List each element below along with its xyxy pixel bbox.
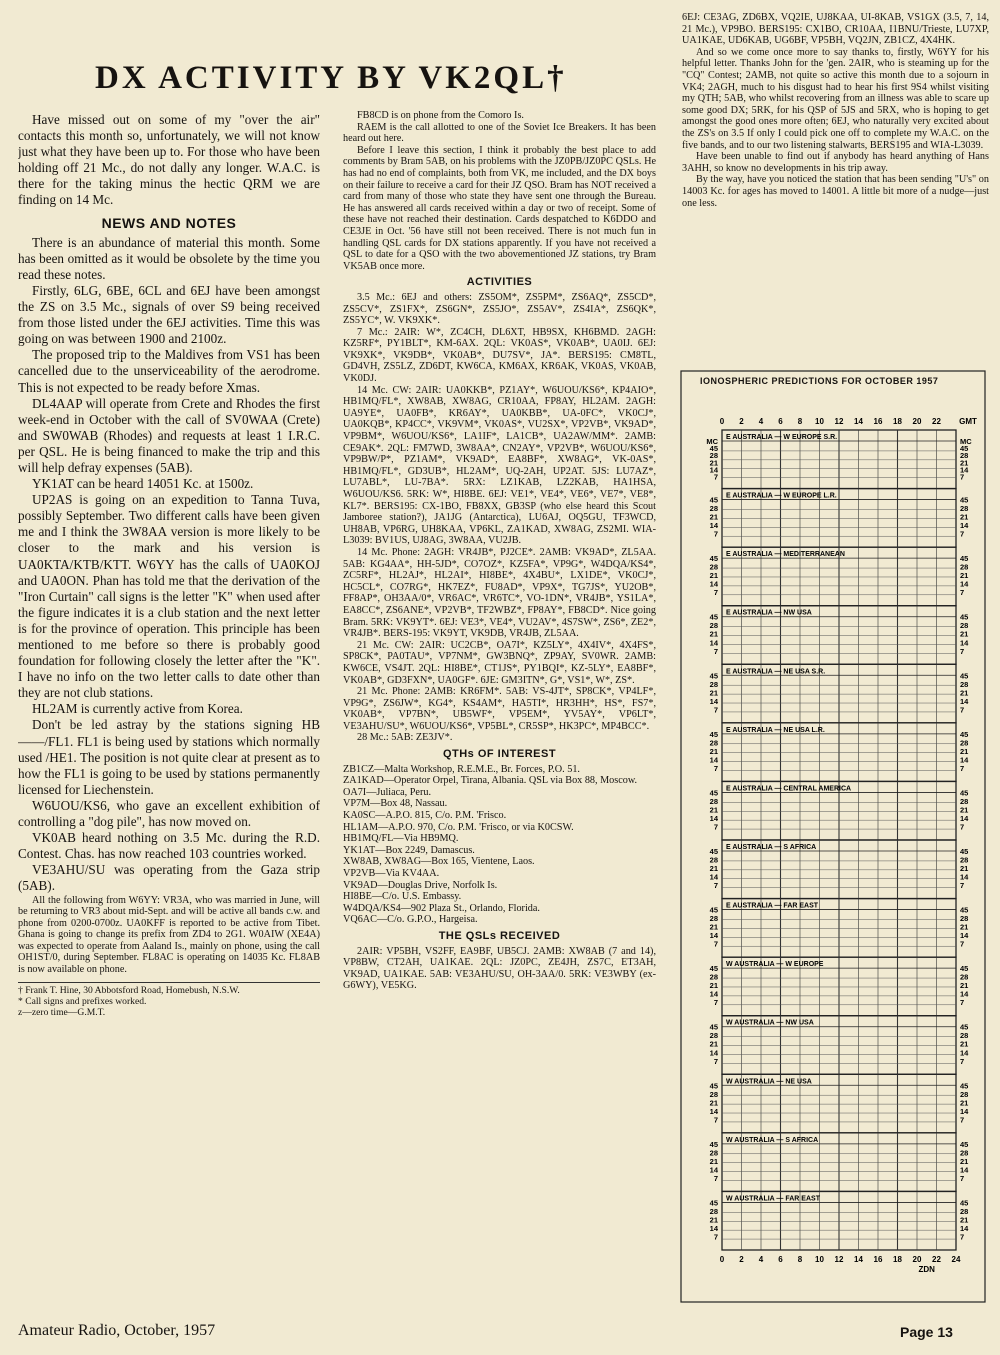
- frequency-tick-left: 14: [709, 465, 718, 475]
- frequency-tick-left: 21: [709, 805, 718, 815]
- top-tick-label: 8: [797, 417, 803, 426]
- frequency-tick-right: 14: [960, 1048, 969, 1058]
- frequency-tick-left: 45: [709, 612, 718, 622]
- activity-paragraph: 3.5 Mc.: 6EJ and others: ZS5OM*, ZS5PM*, ZS6AQ*, ZS5CD*, ZS5CV*, ZS1FX*, ZS6GN*, ZS5JO*, ZS5AV*, ZS4IA*, ZS6QK*, ZS5YC*, W. VK9XK*.: [343, 291, 656, 327]
- magazine-footer: Amateur Radio, October, 1957: [18, 1322, 216, 1339]
- qth-item: VP2VB—Via KV4AA.: [343, 868, 440, 879]
- frequency-tick-right: 45: [960, 964, 969, 974]
- paragraph: 6EJ: CE3AG, ZD6BX, VQ2IE, UJ8KAA, UI-8KAB, VS1GX (3.5, 7, 14, 21 Mc.), VP9BO. BERS195: CX1BO, CR10AA, I1BNU/Trieste, LU7XP, UA1KAE, UD6KAB, UG6BF, VP5BH, VQ2JN, ZB1CZ, 4X4HK.: [682, 12, 989, 47]
- frequency-tick-right: 45: [960, 1139, 969, 1149]
- frequency-tick-right: 7: [960, 705, 965, 715]
- frequency-tick-left: 45: [709, 964, 718, 974]
- frequency-tick-left: 14: [709, 638, 718, 648]
- frequency-tick-right: 28: [960, 972, 969, 982]
- frequency-tick-left: 7: [713, 939, 718, 949]
- frequency-tick-right: 45: [960, 554, 969, 564]
- frequency-tick-left: 14: [709, 755, 718, 765]
- qth-list: [343, 764, 656, 926]
- frequency-tick-left: 28: [709, 679, 718, 689]
- frequency-tick-right: 28: [960, 1089, 969, 1099]
- top-tick-label: 12: [834, 417, 844, 426]
- frequency-tick-right: 45: [960, 905, 969, 915]
- paragraph: VK0AB heard nothing on 3.5 Mc. during the R.D. Contest. Chas. has now reached 103 countries worked.: [18, 830, 320, 862]
- qth-item: W4DQA/KS4—902 Plaza St., Orlando, Florida.: [343, 902, 540, 914]
- frequency-tick-left: 7: [713, 1056, 718, 1066]
- frequency-tick-right: 21: [960, 746, 969, 756]
- frequency-tick-left: 21: [709, 629, 718, 639]
- frequency-tick-right: 7: [960, 939, 965, 949]
- qth-item: OA7I—Juliaca, Peru.: [343, 786, 431, 798]
- frequency-tick-right: 21: [960, 629, 969, 639]
- frequency-tick-left: 21: [709, 571, 718, 581]
- frequency-tick-left: 21: [709, 1215, 718, 1225]
- frequency-tick-left: 14: [709, 696, 718, 706]
- frequency-tick-left: 14: [709, 521, 718, 531]
- frequency-tick-right: 28: [960, 796, 969, 806]
- column-3-text: [682, 12, 989, 367]
- paragraph: And so we come once more to say thanks to, firstly, W6YY for his helpful letter. Thanks John for the 'gen. 2AIR, who is steaming up for the "CQ" Contest; 2AMB, not quite so active this month due to a sojourn in VK4; 2AGH, much to his disgust had to hear his first 9S4 whilst visiting my QTH; 5AB, who whilst recovering from an illness was able to scare up some good DX; 5RK, for his QSP of 5JS and 5RX, who is hoping to get amongst the good ones more often; 6EJ, who naturally very excited about the ZS's on 3.5 If only I could pick one off to complete my W.A.C. on the five bands, and to our two listening stalwarts, BERS195 and WIA-L3039.: [682, 46, 989, 151]
- qth-item: VQ6AC—C/o. G.P.O., Hargeisa.: [343, 914, 478, 926]
- frequency-tick-right: 45: [960, 495, 969, 505]
- footnote: * Call signs and prefixes worked.: [18, 995, 147, 1007]
- column-2: [343, 110, 656, 1304]
- panel-label: W AUSTRALIA — W EUROPE: [726, 961, 824, 969]
- frequency-tick-right: 45: [960, 847, 969, 856]
- frequency-tick-left: 14: [709, 1223, 718, 1233]
- frequency-tick-left: 21: [709, 1156, 718, 1166]
- frequency-tick-right: 21: [960, 805, 969, 815]
- frequency-tick-left: 28: [709, 1089, 718, 1099]
- frequency-tick-right: 21: [960, 458, 969, 468]
- frequency-tick-left: MC: [706, 437, 718, 446]
- frequency-tick-left: 45: [709, 788, 718, 798]
- frequency-tick-left: 45: [709, 444, 718, 454]
- panel-label: E AUSTRALIA — W EUROPE L.R.: [726, 492, 837, 500]
- frequency-tick-left: 45: [709, 671, 718, 681]
- top-tick-label: 18: [893, 417, 902, 426]
- frequency-tick-left: 7: [713, 1115, 718, 1125]
- frequency-tick-right: 14: [960, 872, 969, 882]
- frequency-tick-right: 14: [960, 1106, 969, 1116]
- frequency-tick-right: 14: [960, 813, 969, 823]
- panel-label: W AUSTRALIA — NW USA: [726, 1019, 814, 1027]
- bottom-tick-label: 10: [815, 1255, 824, 1264]
- bottom-tick-label: 14: [854, 1255, 863, 1264]
- activity-paragraph: 21 Mc. Phone: 2AMB: KR6FM*. 5AB: VS-4JT*, SP8CK*, VP4LF*, VP9G*, ZS6JW*, KG4*, KS4AM*, HA5TI*, HR3HH*, HS*, FS7*, VK0AB*, VP7BN*, UB5WF*, VP5EM*, YV5AY*, VP6LT*, VE3AHU/SU*, W6UOU/KS6*, VP5BL*, CR5SP*, HK3PC*, MP4BCC*.: [343, 686, 656, 732]
- frequency-tick-right: 21: [960, 688, 969, 698]
- frequency-tick-right: 14: [960, 521, 969, 531]
- bottom-tick-label: 4: [758, 1255, 764, 1264]
- paragraph: Don't be led astray by the stations signing HB——/FL1. FL1 is being used by stations which normally used /HE1. The position is not quite clear at present as to how the FL1 is going to be used by stations permanently licensed for Liechenstein.: [18, 717, 320, 797]
- frequency-tick-left: 14: [709, 872, 718, 882]
- activity-paragraph: 14 Mc. CW: 2AIR: UA0KKB*, PZ1AY*, W6UOU/KS6*, KP4AIO*, HB1MQ/FL*, XW8AB, XW8AG, CR10AA, FP8AY, HL2AM. 2AGH: UA9YE*, UA0FB*, KR6AY*, UA0KBB*, UA-0FC*, VK0CJ*, UA0KQB*, KP4CC*, VK9VM*, VK0AS*, VU2SX*, VP2VB*, VK9AD*, VP9BM*, W6UOU/KS6*, LA1IF*, LA1CB*, UA2AW/MM*. 2AMB: CE9AK*. 2QL: FM7WD, 3W8AA*, CN2AY*, VP2VB*, W6UOU/KS6*, VP9BW/P*, PZ1AM*, VK9AD*, EA8BF*, XW8AG*, VK-0AS*, HB1MQ/FL*, GD3UB*, HL2AM*, UQ-2AH, UP2AT. 5JS: LU7AZ*, LU7ABL*, LU-7BA*. 5RX: LZ1KAB, LZ2KAB, HA1HSA, W6UOU/KS6. 5RK: W*, HI8BE. 6EJ: VE1*, VE4*, VE6*, VE7*, VE8*, KL7*. BERS195: CX-1BO, FB8XX, GB3SP (who else heard this Scout Jamboree station?), JA1JG (Antarctica), LU6AJ, OQ5GU, TF3WCD, UH8AB, VP6RG, UH8KAA, VP6KL, ZA1KAD, XW8AG, ZS2MI. WIA-L3039: BV1US, UJ8AG, 3W8AA, VU2JB.: [343, 384, 656, 547]
- frequency-tick-right: 21: [960, 922, 969, 932]
- bottom-axis-label: ZDN: [918, 1265, 935, 1274]
- frequency-tick-right: MC: [960, 437, 972, 446]
- paragraph: W6UOU/KS6, who gave an excellent exhibition of controlling a "dog pile", has now moved on.: [18, 797, 320, 830]
- frequency-tick-left: 7: [713, 998, 718, 1008]
- activity-paragraph: 7 Mc.: 2AIR: W*, ZC4CH, DL6XT, HB9SX, KH6BMD. 2AGH: KZ5RF*, PY1BLT*, KM-6AX. 2QL: VK0AS*, VK0AB*, UA0IJ. 6EJ: VK9XK*, VK9DB*, VK0AB*, DU7SV*, JA*. BERS195: CM8TL, GD4VH, ZS5LZ, ZD6DT, KW6CA, KM6AX, KR6AK, VK0AS, VK0AB, VK0DJ.: [343, 326, 656, 385]
- top-tick-label: 14: [854, 417, 863, 426]
- w6yy-paragraph: All the following from W6YY: VR3A, who was married in June, will be returning to VR3 about mid-Sept. and will be active all bands c.w. and phone from 0200-0700z. UA0KFF is reported to be active from Tibet. Ghana is going to change its prefix from ZD4 to 2G1. W0AIW (XE4A) was expected to operate from Aaland Is., mainly on phone, using the call OH1ST/0, during September. FL8AC is operating on 14035 Kc. FL8AB is now available on phone.: [18, 894, 320, 976]
- frequency-tick-right: 14: [960, 638, 969, 648]
- frequency-tick-left: 21: [709, 688, 718, 698]
- panel-label: E AUSTRALIA — W EUROPE S.R.: [726, 434, 838, 441]
- qth-item: VP7M—Box 48, Nassau.: [343, 798, 448, 810]
- paragraph: FB8CD is on phone from the Comoro Is.: [357, 110, 524, 121]
- frequency-tick-right: 14: [960, 579, 969, 589]
- paragraph: HL2AM is currently active from Korea.: [32, 701, 243, 717]
- frequency-tick-right: 28: [960, 855, 969, 865]
- frequency-tick-right: 7: [960, 998, 965, 1008]
- frequency-tick-left: 45: [709, 495, 718, 505]
- frequency-tick-left: 14: [709, 579, 718, 589]
- frequency-tick-right: 28: [960, 451, 969, 461]
- bottom-tick-label: 6: [778, 1255, 783, 1264]
- frequency-tick-left: 28: [709, 972, 718, 982]
- top-tick-label: 4: [758, 417, 764, 426]
- panel-label: E AUSTRALIA — FAR EAST: [726, 902, 819, 910]
- top-tick-label: 0: [719, 417, 725, 426]
- frequency-tick-right: 45: [960, 671, 969, 681]
- frequency-tick-left: 21: [709, 1039, 718, 1049]
- paragraph: VE3AHU/SU was operating from the Gaza strip (5AB).: [18, 862, 320, 894]
- frequency-tick-left: 28: [709, 621, 718, 631]
- news-heading: NEWS AND NOTES: [101, 214, 237, 231]
- column-1: [18, 112, 320, 1304]
- panel-label: E AUSTRALIA — NE USA L.R.: [726, 726, 825, 734]
- frequency-tick-right: 45: [960, 444, 969, 454]
- frequency-tick-left: 45: [709, 1139, 718, 1149]
- bottom-tick-label: 24: [951, 1255, 961, 1264]
- frequency-tick-left: 21: [709, 864, 718, 874]
- bottom-tick-label: 0: [719, 1255, 725, 1264]
- frequency-tick-left: 7: [713, 646, 718, 656]
- frequency-tick-left: 28: [709, 796, 718, 806]
- footnote: † Frank T. Hine, 30 Abbotsford Road, Homebush, N.S.W.: [18, 984, 240, 996]
- frequency-tick-right: 21: [960, 1156, 969, 1166]
- frequency-tick-left: 28: [709, 1148, 718, 1158]
- frequency-tick-right: 21: [960, 1215, 969, 1225]
- panel-label: E AUSTRALIA — CENTRAL AMERICA: [726, 785, 852, 793]
- frequency-tick-right: 28: [960, 1031, 969, 1041]
- frequency-tick-left: 45: [709, 554, 718, 564]
- frequency-tick-right: 7: [960, 1173, 965, 1183]
- frequency-tick-right: 45: [960, 1198, 969, 1208]
- frequency-tick-right: 45: [960, 1022, 969, 1032]
- frequency-tick-left: 45: [709, 1022, 718, 1032]
- frequency-tick-right: 7: [960, 822, 965, 832]
- frequency-tick-right: 45: [960, 1081, 969, 1091]
- qth-item: ZA1KAD—Operator Orpel, Tirana, Albania. QSL via Box 88, Moscow.: [343, 775, 638, 787]
- activities-heading: ACTIVITIES: [466, 276, 533, 289]
- frequency-tick-right: 14: [960, 1223, 969, 1233]
- frequency-tick-right: 28: [960, 504, 969, 514]
- qth-item: HB1MQ/FL—Via HB9MQ.: [343, 833, 459, 845]
- bottom-tick-label: 18: [893, 1255, 902, 1264]
- frequency-tick-right: 45: [960, 788, 969, 798]
- intro-paragraph: Have missed out on some of my "over the air" contacts this month so, unfortunately, we will not know just what they have been up to. For those who have been holding off 21 Mc., do not dally any longer. W.A.C. is there for the taking minus the hectic QRM we are finding on 14 Mc.: [18, 112, 320, 208]
- article-title: DX ACTIVITY BY VK2QL†: [95, 60, 567, 96]
- qsl-paragraph: 2AIR: VP5BH, VS2FF, EA9BF, UB5CJ. 2AMB: XW8AB (7 and 14), VP8BW, CT2AH, UA1KAE. 2QL: JZ0PC, ZE4JH, ZS7C, ET3AH, VK9AD, UA1KAE. 5AB: VE3AHU/SU, OH-3AA/0. 5RK: VE3WBY (ex-G6WY), VE5KG.: [343, 945, 656, 992]
- top-tick-label: 22: [932, 417, 941, 426]
- frequency-tick-right: 28: [960, 679, 969, 689]
- frequency-tick-right: 14: [960, 931, 969, 941]
- qth-item: HI8BE—C/o. U.S. Embassy.: [343, 891, 462, 903]
- top-tick-label: 16: [873, 417, 883, 426]
- frequency-tick-left: 7: [713, 1232, 718, 1242]
- frequency-tick-left: 28: [709, 1031, 718, 1041]
- frequency-tick-left: 14: [709, 1048, 718, 1058]
- bottom-tick-label: 2: [739, 1255, 744, 1264]
- paragraph: There is an abundance of material this month. Some has been omitted as it would be obsolete by the time you read these notes.: [18, 234, 320, 282]
- top-tick-label: 2: [739, 417, 744, 426]
- frequency-tick-left: 14: [709, 989, 718, 999]
- frequency-tick-right: 28: [960, 562, 969, 572]
- frequency-tick-right: 21: [960, 571, 969, 581]
- frequency-tick-right: 28: [960, 1148, 969, 1158]
- frequency-tick-left: 7: [713, 472, 718, 482]
- frequency-tick-right: 14: [960, 696, 969, 706]
- ionospheric-prediction-chart: [680, 370, 986, 1303]
- top-tick-label: 20: [912, 417, 922, 426]
- frequency-tick-left: 45: [709, 1198, 718, 1208]
- frequency-tick-left: 21: [709, 1098, 718, 1108]
- panel-label: W AUSTRALIA — S AFRICA: [726, 1136, 819, 1144]
- frequency-tick-left: 7: [713, 705, 718, 715]
- frequency-tick-right: 21: [960, 981, 969, 991]
- qth-item: YK1AT—Box 2249, Damascus.: [343, 844, 475, 856]
- panel-label: E AUSTRALIA — NW USA: [726, 609, 812, 617]
- bottom-tick-label: 22: [932, 1255, 941, 1264]
- qth-item: ZB1CZ—Malta Workshop, R.E.M.E., Br. Forces, P.O. 51.: [343, 763, 580, 775]
- paragraph: DL4AAP will operate from Crete and Rhodes the first week-end in October with the call of SV0WAA (Crete) and SW0WAB (Rhodes) and requests at least 1 I.R.C. per QSL. He is being financed to make the trip and this will help defray expenses (5AB).: [18, 395, 320, 475]
- qth-item: XW8AB, XW8AG—Box 165, Vientene, Laos.: [343, 856, 535, 868]
- frequency-tick-right: 7: [960, 881, 965, 891]
- frequency-tick-right: 21: [960, 1098, 969, 1108]
- footnotes: [18, 982, 320, 1018]
- activity-paragraph: 14 Mc. Phone: 2AGH: VR4JB*, PJ2CE*. 2AMB: VK9AD*, ZL5AA. 5AB: KG4AA*, HH-5JD*, CO7OZ*, KZ5FA*, VP9G*, W4DQA/KS4*, ZC5RF*, HL2AJ*, HL2AI*, HI8BE*, 4X4BU*, LX1DE*, VK0CJ*, HC5CL*, CO7RG*, HK7EZ*, FU8AD*, VP9X*, TG7JS*, YU2OB*, FF8AP*, OH3AA/0*, VR6AC*, VR6TC*, VO-1DN*, VR4JB*, YS1LA*, EA8CC*, ZS6ANE*, VP2VB*, TF2WBZ*, FP8AY*, FB8CD*. Nice going Bram. 5RK: VK9YT*. 6EJ: VE3*, VE4*, VU2AV*, 4S7SW*, ZS6*, ZE2*, VR4JB*. BERS-195: VK9YT, VK9DB, VR4JB, ZL5AA.: [343, 546, 656, 640]
- frequency-tick-right: 28: [960, 914, 969, 924]
- frequency-tick-right: 7: [960, 1232, 965, 1242]
- panel-label: E AUSTRALIA — MEDITERRANEAN: [726, 551, 845, 559]
- panel-label: E AUSTRALIA — NE USA S.R.: [726, 668, 826, 676]
- frequency-tick-left: 21: [709, 746, 718, 756]
- activity-paragraph: 28 Mc.: 5AB: ZE3JV*.: [357, 732, 453, 744]
- top-tick-label: 6: [778, 417, 783, 426]
- panel-label: W AUSTRALIA — NE USA: [726, 1078, 812, 1086]
- bottom-tick-label: 20: [912, 1255, 922, 1264]
- qth-item: HL1AM—A.P.O. 970, C/o. P.M. 'Frisco, or via K0CSW.: [343, 821, 574, 833]
- frequency-tick-right: 21: [960, 864, 969, 874]
- frequency-tick-right: 45: [960, 729, 969, 739]
- bottom-tick-label: 16: [873, 1255, 883, 1264]
- frequency-tick-left: 14: [709, 1165, 718, 1175]
- frequency-tick-left: 45: [709, 847, 718, 856]
- frequency-tick-right: 21: [960, 1039, 969, 1049]
- chart-frame: [681, 371, 985, 1302]
- frequency-tick-right: 7: [960, 646, 965, 656]
- frequency-tick-left: 21: [709, 458, 718, 468]
- frequency-tick-left: 7: [713, 881, 718, 891]
- frequency-tick-left: 7: [713, 822, 718, 832]
- frequency-tick-right: 7: [960, 588, 965, 598]
- frequency-tick-left: 28: [709, 914, 718, 924]
- qths-heading: QTHs OF INTEREST: [442, 748, 557, 761]
- bottom-tick-label: 8: [797, 1255, 803, 1264]
- frequency-tick-right: 7: [960, 1056, 965, 1066]
- frequency-tick-right: 7: [960, 763, 965, 773]
- paragraph: UP2AS is going on an expedition to Tanna Tuva, possibly September. Two different calls have been given me and I think the 3W8AA version is more likely to be closer to the mark and his version is UA0KTA/KTB/KTT. W6YY has the calls of UA0KOJ and UA0ON. Phan has told me that the derivation of the "Iron Curtain" call signs is the letter "K" when used after the figure indicates it is a club station and the next letter is for the province of operation. This principle has been mentioned to me before so there is probably good foundation for following closely the letter after the "K". I have no info on the two letter calls to date other than they are not club stations.: [18, 492, 320, 701]
- frequency-tick-right: 14: [960, 465, 969, 475]
- frequency-tick-right: 14: [960, 989, 969, 999]
- activity-paragraph: 21 Mc. CW: 2AIR: UC2CB*, OA7I*, KZ5LY*, 4X4IV*, 4X4FS*, SP8CK*, PA0TAU*, VP7NM*, GW3BNQ*, ZP9AY, SV0WR. 2AMB: KW6CE, VS4JT. 2QL: HI8BE*, CT1JS*, PY1BQI*, KZ-5LY*, EA8BF*, VK0AB*, GD3FXN*, UA0GF*. 6JE: GM3ITN*, G*, VS1*, W*, ZS*.: [343, 639, 656, 686]
- qsl-heading: THE QSLs RECEIVED: [438, 929, 561, 942]
- page-number: Page 13: [900, 1324, 953, 1340]
- frequency-tick-left: 7: [713, 1173, 718, 1183]
- frequency-tick-right: 14: [960, 755, 969, 765]
- paragraph: Before I leave this section, I think it probably the best place to add comments by Bram 5AB, on his problems with the JZ0PB/JZ0PC QSLs. He has had no end of complaints, both from VK, me included, and the DX boys on their failure to receive a card for their JZ QSO. Bram has NOT received a card from many of those who state they have sent one through the Bureau. He has answered all cards received within a day or two of receipt. Some of these have not reached their destination. Cards despatched to K6DDO and CE3JE in Oct. '56 have still not been received. There is not much fun in handling QSL cards for DX stations apparently. If you have not received a QSL to date for a QSO with the two abovementioned JZ stations, try Bram VK5AB once more.: [343, 144, 656, 272]
- frequency-tick-left: 14: [709, 931, 718, 941]
- frequency-tick-left: 21: [709, 922, 718, 932]
- frequency-tick-left: 45: [709, 1081, 718, 1091]
- panel-label: E AUSTRALIA — S AFRICA: [726, 844, 817, 851]
- frequency-tick-left: 28: [709, 562, 718, 572]
- top-tick-label: GMT: [959, 417, 977, 426]
- panel-label: W AUSTRALIA — FAR EAST: [726, 1195, 820, 1203]
- chart-title: IONOSPHERIC PREDICTIONS FOR OCTOBER 1957: [700, 376, 939, 386]
- frequency-tick-left: 28: [709, 855, 718, 865]
- frequency-tick-left: 14: [709, 1106, 718, 1116]
- paragraph: Firstly, 6LG, 6BE, 6CL and 6EJ have been amongst the ZS on 3.5 Mc., signals of over S9 being received from those listed under the 6EJ activities. Time this was going on was between 1900 and 2100z.: [18, 282, 320, 347]
- frequency-tick-right: 7: [960, 529, 965, 539]
- frequency-tick-left: 14: [709, 813, 718, 823]
- frequency-tick-right: 7: [960, 472, 965, 482]
- frequency-tick-right: 45: [960, 612, 969, 622]
- frequency-tick-right: 21: [960, 512, 969, 522]
- frequency-tick-left: 28: [709, 738, 718, 748]
- frequency-tick-left: 45: [709, 729, 718, 739]
- frequency-tick-left: 7: [713, 529, 718, 539]
- frequency-tick-left: 28: [709, 451, 718, 461]
- frequency-tick-left: 7: [713, 763, 718, 773]
- paragraph: The proposed trip to the Maldives from VS1 has been cancelled due to the unserviceability of the aerodrome. This is not expected to be ready before Xmas.: [18, 347, 320, 395]
- top-tick-label: 10: [815, 417, 824, 426]
- qth-item: VK9AD—Douglas Drive, Norfolk Is.: [343, 879, 498, 891]
- frequency-tick-left: 45: [709, 905, 718, 915]
- frequency-tick-right: 14: [960, 1165, 969, 1175]
- frequency-tick-right: 28: [960, 738, 969, 748]
- frequency-tick-right: 28: [960, 1206, 969, 1216]
- frequency-tick-right: 7: [960, 1115, 965, 1125]
- frequency-tick-left: 7: [713, 588, 718, 598]
- frequency-tick-left: 21: [709, 512, 718, 522]
- footnote: z—zero time—G.M.T.: [18, 1006, 106, 1018]
- frequency-tick-right: 28: [960, 621, 969, 631]
- qth-item: KA0SC—A.P.O. 815, C/o. P.M. 'Frisco.: [343, 810, 507, 822]
- paragraph: By the way, have you noticed the station that has been sending "U's" on 14003 Kc. for ages has moved to 14001. A little bit more of a nudge—just one less.: [682, 174, 989, 209]
- paragraph: RAEM is the call allotted to one of the Soviet Ice Breakers. It has been heard out here.: [343, 121, 656, 145]
- paragraph: YK1AT can be heard 14051 Kc. at 1500z.: [32, 476, 254, 492]
- bottom-tick-label: 12: [834, 1255, 844, 1264]
- paragraph: Have been unable to find out if anybody has heard anything of Hans 3AHH, so know no developments in his trip away.: [682, 151, 989, 174]
- frequency-tick-left: 21: [709, 981, 718, 991]
- frequency-tick-left: 28: [709, 1206, 718, 1216]
- frequency-tick-left: 28: [709, 504, 718, 514]
